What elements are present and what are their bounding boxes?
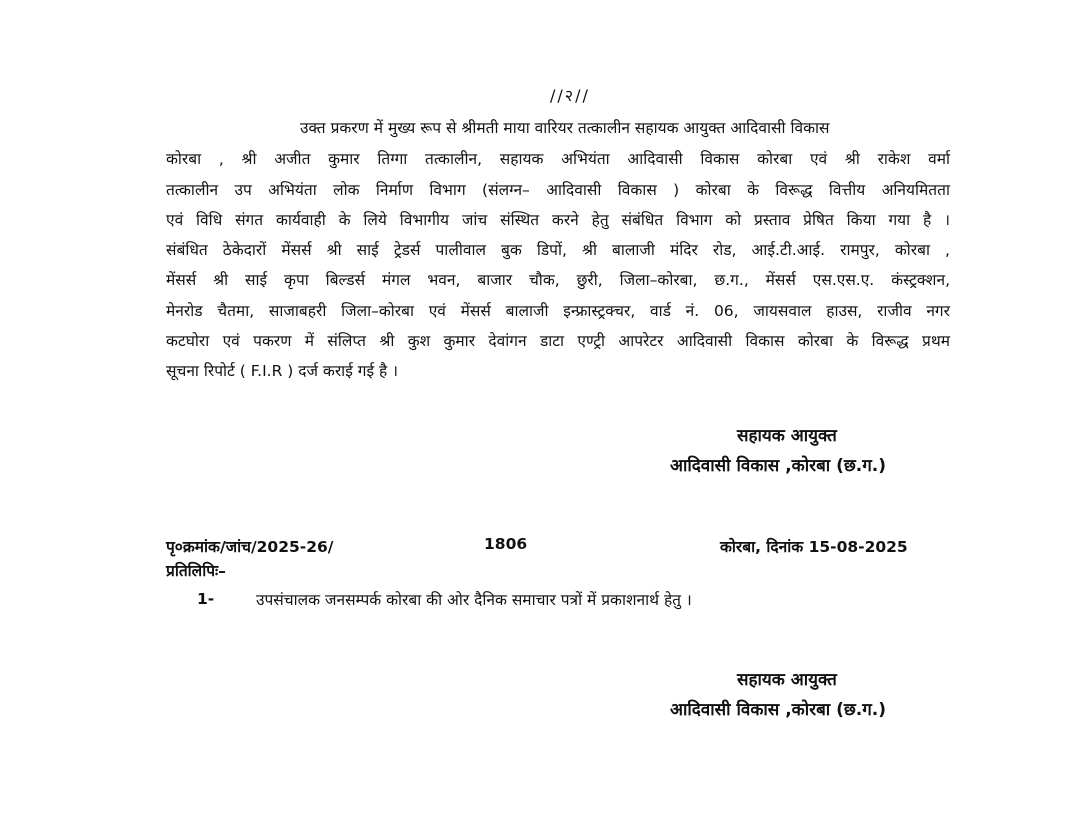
body-line: संबंधित ठेकेदारों मेंसर्स श्री साई ट्रेडर्स पालीवाल बुक डिपों, श्री बालाजी मंदिर रोड, आई.टी.आई. रामपुर, कोरबा , (166, 241, 950, 259)
copy-to-label: प्रतिलिपिः– (166, 562, 226, 580)
signatory-office: आदिवासी विकास ,कोरबा (छ.ग.) (670, 456, 887, 476)
copy-item-text: उपसंचालक जनसम्पर्क कोरबा की ओर दैनिक समाचार पत्रों में प्रकाशनार्थ हेतु । (256, 591, 692, 609)
place-date: कोरबा, दिनांक 15-08-2025 (720, 538, 908, 556)
signatory-designation: सहायक आयुक्त (737, 670, 837, 690)
body-line: एवं विधि संगत कार्यवाही के लिये विभागीय जांच संस्थित करने हेतु संबंधित विभाग को प्रस्ताव प्रेषित किया गया है । (166, 211, 950, 229)
signatory-designation: सहायक आयुक्त (737, 426, 837, 446)
body-line: सूचना रिपोर्ट ( F.I.R ) दर्ज कराई गई है । (166, 362, 399, 380)
copy-item-number: 1- (197, 590, 215, 608)
page-number: //२// (550, 86, 590, 105)
body-line: मेंसर्स श्री साई कृपा बिल्डर्स मंगल भवन, बाजार चौक, छुरी, जिला–कोरबा, छ.ग., मेंसर्स एस.एस.ए. कंस्ट्रक्शन, (166, 271, 950, 289)
dispatch-number: 1806 (484, 535, 528, 553)
body-line: मेनरोड चैतमा, साजाबहरी जिला–कोरबा एवं मेंसर्स बालाजी इन्फ्रास्ट्रक्चर, वार्ड नं. 06, जायसवाल हाउस, राजीव नगर (166, 302, 950, 320)
letter-number: पृ०क्रमांक/जांच/2025-26/ (166, 538, 334, 556)
body-line: कोरबा , श्री अजीत कुमार तिग्गा तत्कालीन, सहायक अभियंता आदिवासी विकास कोरबा एवं श्री राकेश वर्मा (166, 150, 950, 168)
body-line: उक्त प्रकरण में मुख्य रूप से श्रीमती माया वारियर तत्कालीन सहायक आयुक्त आदिवासी विकास (300, 119, 830, 137)
signatory-office: आदिवासी विकास ,कोरबा (छ.ग.) (670, 700, 887, 720)
body-line: कटघोरा एवं पकरण में संलिप्त श्री कुश कुमार देवांगन डाटा एण्ट्री आपरेटर आदिवासी विकास कोरबा के विरूद्ध प्रथम (166, 332, 950, 350)
body-line: तत्कालीन उप अभियंता लोक निर्माण विभाग (संलग्न– आदिवासी विकास ) कोरबा के विरूद्ध वित्तीय अनियमितता (166, 181, 950, 199)
